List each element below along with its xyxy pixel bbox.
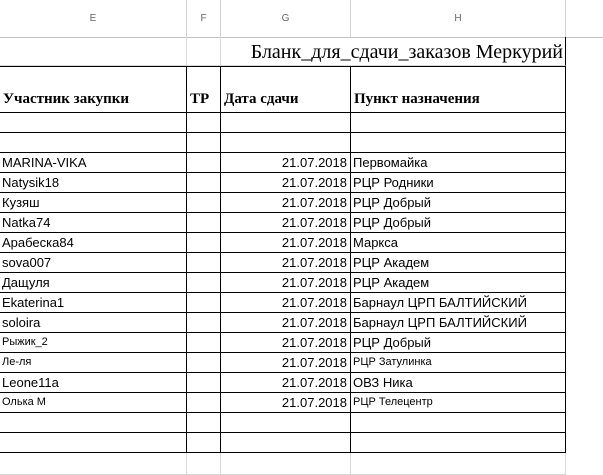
cell[interactable] <box>0 453 187 475</box>
cell-tr[interactable] <box>187 233 221 253</box>
header-row <box>0 66 603 113</box>
cell-destination[interactable]: РЦР Телецентр <box>351 393 566 413</box>
cell-participant[interactable]: Natka74 <box>0 213 187 233</box>
cell-tr[interactable] <box>187 313 221 333</box>
table-row <box>0 113 603 133</box>
cell-tr[interactable] <box>187 393 221 413</box>
cell[interactable] <box>351 113 566 133</box>
cell-destination[interactable]: РЦР Родники <box>351 173 566 193</box>
cell[interactable] <box>351 453 566 475</box>
cell-destination[interactable]: РЦР Академ <box>351 253 566 273</box>
cell-tr[interactable] <box>187 153 221 173</box>
table-row <box>0 293 603 313</box>
cell[interactable] <box>351 133 566 153</box>
cell-participant[interactable]: Natysik18 <box>0 173 187 193</box>
cell[interactable] <box>0 433 187 453</box>
cell-destination[interactable]: Барнаул ЦРП БАЛТИЙСКИЙ <box>351 293 566 313</box>
table-row <box>0 353 603 373</box>
cell-participant[interactable]: Ле-ля <box>0 353 187 373</box>
cell-date[interactable]: 21.07.2018 <box>221 393 351 413</box>
cell-participant[interactable]: Рыжик_2 <box>0 333 187 353</box>
cell-tr[interactable] <box>187 333 221 353</box>
cell[interactable] <box>187 37 221 66</box>
cell-tr[interactable] <box>187 193 221 213</box>
cell-date[interactable]: 21.07.2018 <box>221 253 351 273</box>
table-row <box>0 173 603 193</box>
column-header-f[interactable]: F <box>187 0 221 37</box>
cell-tr[interactable] <box>187 253 221 273</box>
cell[interactable] <box>221 453 351 475</box>
cell-participant[interactable]: MARINA-VIKA <box>0 153 187 173</box>
cell-destination[interactable]: РЦР Добрый <box>351 213 566 233</box>
cell-date[interactable]: 21.07.2018 <box>221 313 351 333</box>
cell[interactable] <box>221 413 351 433</box>
cell-destination[interactable]: РЦР Добрый <box>351 333 566 353</box>
cell-destination[interactable]: РЦР Академ <box>351 273 566 293</box>
column-header-g[interactable]: G <box>221 0 351 37</box>
cell[interactable] <box>187 453 221 475</box>
cell-tr[interactable] <box>187 373 221 393</box>
column-header-e[interactable]: E <box>0 0 187 37</box>
cell-tr[interactable] <box>187 173 221 193</box>
cell[interactable] <box>351 433 566 453</box>
table-row <box>0 333 603 353</box>
cell[interactable] <box>187 113 221 133</box>
cell[interactable] <box>0 37 187 66</box>
table-row <box>0 413 603 433</box>
cell-destination[interactable]: Первомайка <box>351 153 566 173</box>
column-header-h[interactable]: H <box>351 0 566 37</box>
title-row <box>0 37 603 66</box>
table-row <box>0 193 603 213</box>
cell-participant[interactable]: Leone11a <box>0 373 187 393</box>
cell-destination[interactable]: Маркса <box>351 233 566 253</box>
cell-tr[interactable] <box>187 213 221 233</box>
cell[interactable] <box>221 433 351 453</box>
cell-participant[interactable]: sova007 <box>0 253 187 273</box>
cell[interactable] <box>221 113 351 133</box>
cell-participant[interactable]: Ekaterina1 <box>0 293 187 313</box>
column-header-bar <box>0 0 603 38</box>
cell-date[interactable]: 21.07.2018 <box>221 233 351 253</box>
header-participant[interactable]: Участник закупки <box>0 66 187 113</box>
cell-date[interactable]: 21.07.2018 <box>221 293 351 313</box>
header-date[interactable]: Дата сдачи <box>221 66 351 113</box>
table-row <box>0 233 603 253</box>
cell[interactable] <box>221 133 351 153</box>
cell-date[interactable]: 21.07.2018 <box>221 173 351 193</box>
cell-destination[interactable]: Барнаул ЦРП БАЛТИЙСКИЙ <box>351 313 566 333</box>
table-row <box>0 253 603 273</box>
table-row <box>0 313 603 333</box>
table-row <box>0 453 603 475</box>
cell-participant[interactable]: soloira <box>0 313 187 333</box>
cell[interactable] <box>187 413 221 433</box>
cell-destination[interactable]: РЦР Добрый <box>351 193 566 213</box>
header-tr[interactable]: ТР <box>187 66 221 113</box>
cell-destination[interactable]: РЦР Затулинка <box>351 353 566 373</box>
header-destination[interactable]: Пункт назначения <box>351 66 566 113</box>
cell-date[interactable]: 21.07.2018 <box>221 273 351 293</box>
table-row <box>0 213 603 233</box>
cell-destination[interactable]: ОВЗ Ника <box>351 373 566 393</box>
cell-tr[interactable] <box>187 353 221 373</box>
table-row <box>0 433 603 453</box>
table-row <box>0 153 603 173</box>
table-row <box>0 393 603 413</box>
cell-date[interactable]: 21.07.2018 <box>221 153 351 173</box>
cell-date[interactable]: 21.07.2018 <box>221 353 351 373</box>
table-row <box>0 373 603 393</box>
cell-date[interactable]: 21.07.2018 <box>221 333 351 353</box>
cell[interactable] <box>0 113 187 133</box>
cell-participant[interactable]: Арабеска84 <box>0 233 187 253</box>
cell[interactable] <box>187 433 221 453</box>
sheet-title[interactable]: Бланк_для_сдачи_заказов Меркурий <box>250 41 563 63</box>
cell[interactable] <box>0 413 187 433</box>
cell-participant[interactable]: Дащуля <box>0 273 187 293</box>
cell-tr[interactable] <box>187 273 221 293</box>
cell-participant[interactable]: Кузяш <box>0 193 187 213</box>
cell[interactable] <box>351 413 566 433</box>
cell-date[interactable]: 21.07.2018 <box>221 213 351 233</box>
cell[interactable] <box>0 133 187 153</box>
table-row <box>0 273 603 293</box>
cell-date[interactable]: 21.07.2018 <box>221 373 351 393</box>
cell-participant[interactable]: Олька М <box>0 393 187 413</box>
cell-date[interactable]: 21.07.2018 <box>221 193 351 213</box>
cell-tr[interactable] <box>187 293 221 313</box>
table-row <box>0 133 603 153</box>
cell[interactable] <box>187 133 221 153</box>
